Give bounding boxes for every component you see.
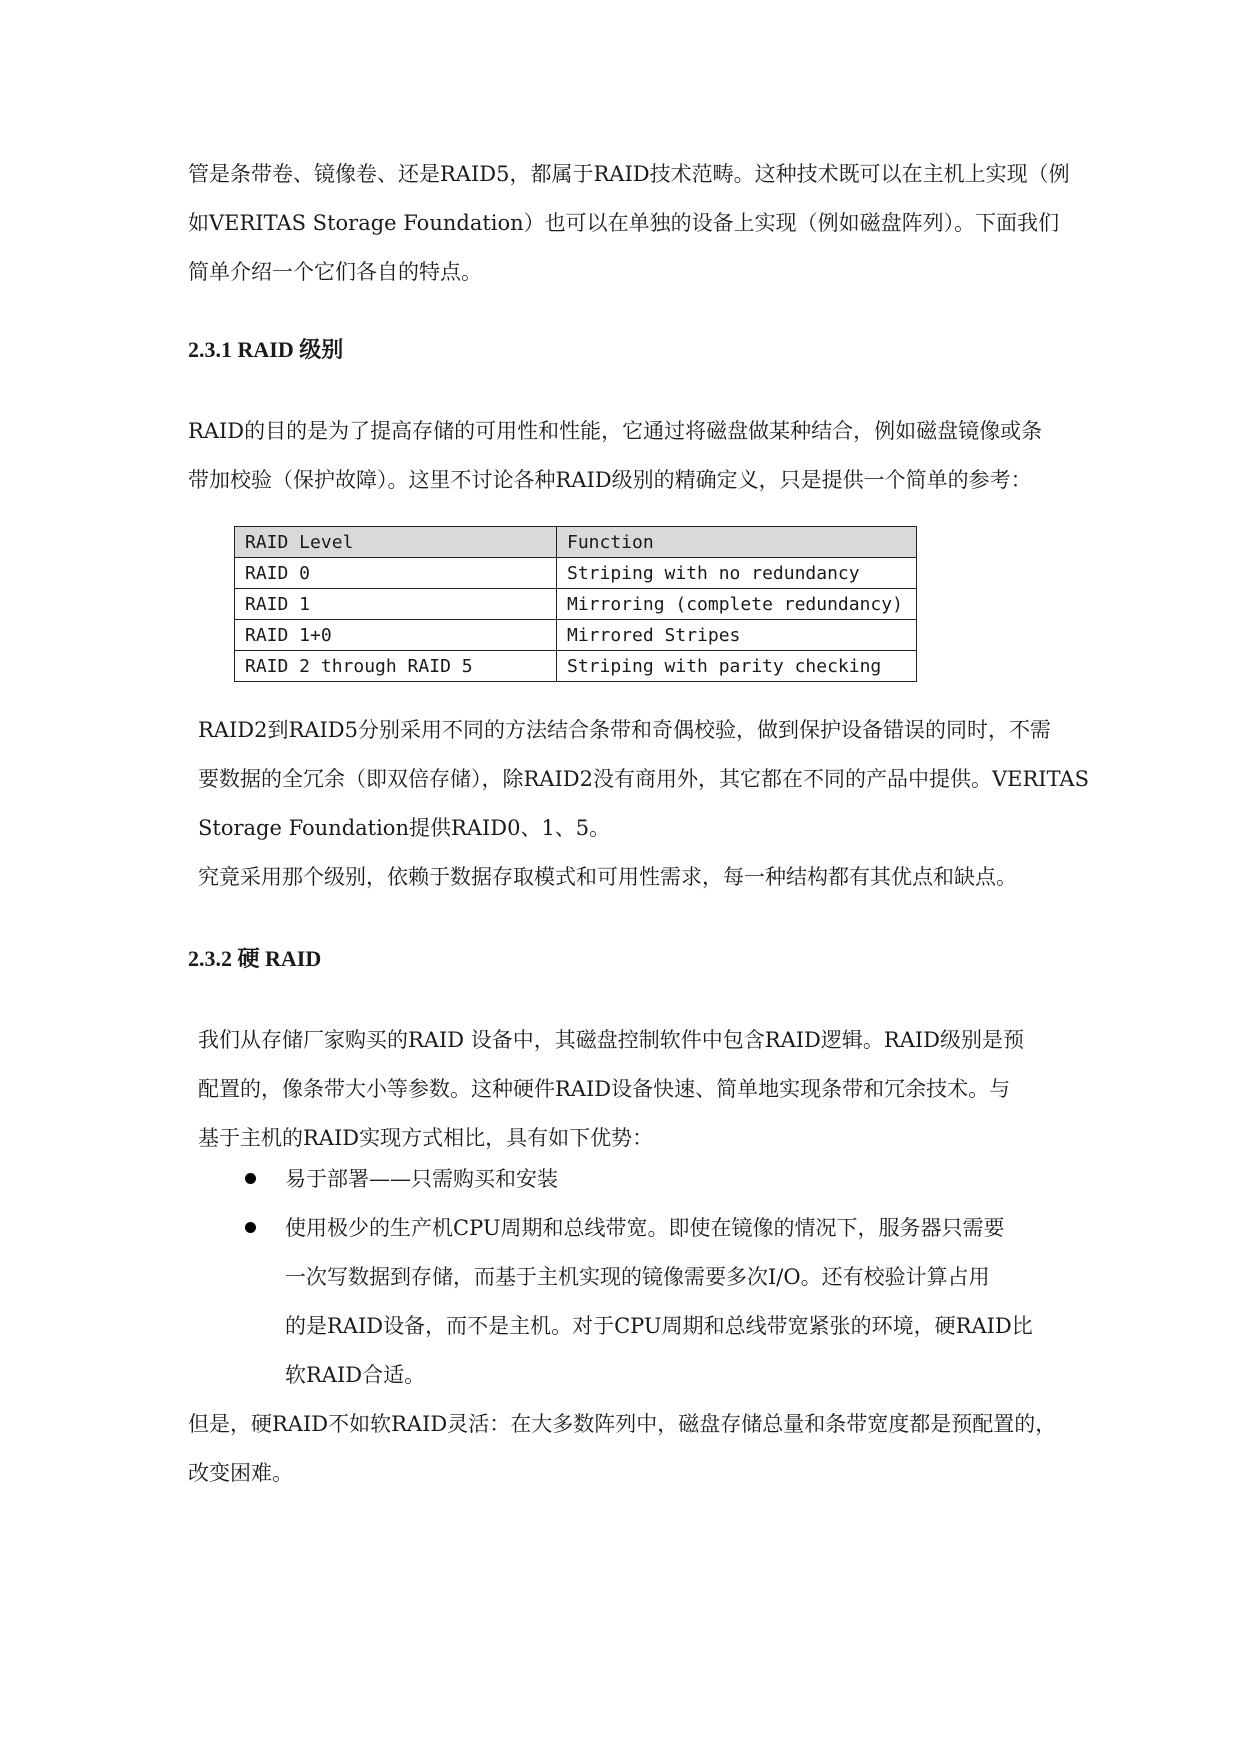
intro-line-1: 管是条带卷、镜像卷、还是RAID5，都属于RAID技术范畴。这种技术既可以在主机上实现（例 [188,162,1070,186]
table-cell-level: RAID 1 [235,589,557,620]
closing-line-1: 但是，硬RAID不如软RAID灵活：在大多数阵列中，磁盘存储总量和条带宽度都是预配置的， [188,1412,1057,1436]
table-header-function: Function [557,527,917,558]
section-232-line-2: 配置的，像条带大小等参数。这种硬件RAID设备快速、简单地实现条带和冗余技术。与 [198,1077,1011,1101]
bullet-2-line-1: 使用极少的生产机CPU周期和总线带宽。即使在镜像的情况下，服务器只需要 [285,1216,1005,1240]
intro-line-3: 简单介绍一个它们各自的特点。 [188,260,482,284]
table-cell-level: RAID 0 [235,558,557,589]
section-232-line-3: 基于主机的RAID实现方式相比，具有如下优势： [198,1126,654,1150]
section-231-after-line-2: 要数据的全冗余（即双倍存储），除RAID2没有商用外，其它都在不同的产品中提供。VERITAS [198,767,1089,791]
bullet-2-line-3: 的是RAID设备，而不是主机。对于CPU周期和总线带宽紧张的环境，硬RAID比 [285,1314,1033,1338]
intro-line-2: 如VERITAS Storage Foundation）也可以在单独的设备上实现（例如磁盘阵列）。下面我们 [188,211,1060,235]
table-cell-function: Mirroring (complete redundancy) [557,589,917,620]
section-231-line-1: RAID的目的是为了提高存储的可用性和性能，它通过将磁盘做某种结合，例如磁盘镜像或条 [188,419,1043,443]
table-row [235,589,917,620]
table-row [235,651,917,682]
section-231-line-2: 带加校验（保护故障）。这里不讨论各种RAID级别的精确定义，只是提供一个简单的参考： [188,468,1032,492]
section-232-heading: 2.3.2 硬 RAID [188,946,322,971]
bullet-2-line-2: 一次写数据到存储，而基于主机实现的镜像需要多次I/O。还有校验计算占用 [285,1265,990,1289]
table-row [235,558,917,589]
section-232-line-1: 我们从存储厂家购买的RAID 设备中，其磁盘控制软件中包含RAID逻辑。RAID级别是预 [198,1028,1025,1052]
section-231-after-line-3: Storage Foundation提供RAID0、1、5。 [198,816,611,840]
section-231-after-line-4: 究竟采用那个级别，依赖于数据存取模式和可用性需求，每一种结构都有其优点和缺点。 [198,865,1017,889]
closing-line-2: 改变困难。 [188,1461,293,1485]
bullet-2-line-4: 软RAID合适。 [285,1363,426,1387]
bullet-1-line-1: 易于部署——只需购买和安装 [285,1167,558,1191]
bullet-icon [245,1222,256,1233]
table-cell-function: Striping with parity checking [557,651,917,682]
table-cell-level: RAID 2 through RAID 5 [235,651,557,682]
section-231-after-line-1: RAID2到RAID5分别采用不同的方法结合条带和奇偶校验，做到保护设备错误的同时，不需 [198,718,1051,742]
section-231-heading: 2.3.1 RAID 级别 [188,337,344,362]
table-cell-function: Striping with no redundancy [557,558,917,589]
bullet-icon [245,1173,256,1184]
table-header-raid-level: RAID Level [235,527,557,558]
table-cell-function: Mirrored Stripes [557,620,917,651]
raid-level-table [234,526,917,682]
table-row [235,620,917,651]
table-header-row [235,527,917,558]
table-cell-level: RAID 1+0 [235,620,557,651]
